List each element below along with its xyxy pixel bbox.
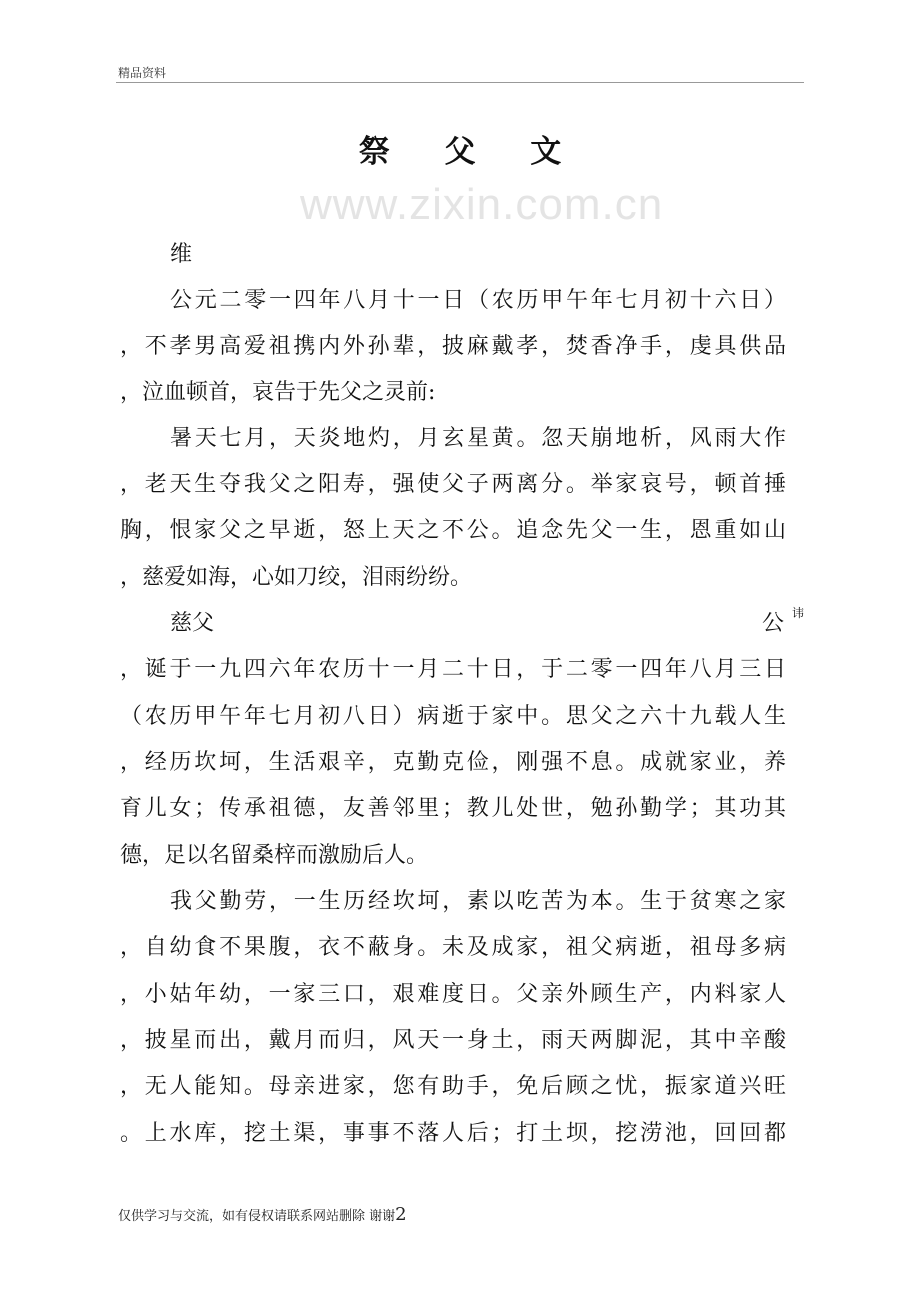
watermark: www.zixin.com.cn bbox=[300, 180, 664, 229]
header-divider bbox=[116, 82, 804, 83]
text-line: 我父勤劳，一生历经坎坷，素以吃苦为本。生于贫寒之家 bbox=[170, 889, 786, 914]
text-line: ，泣血顿首，哀告于先父之灵前: bbox=[120, 380, 436, 405]
text-line: ，诞于一九四六年农历十一月二十日，于二零一四年八月三日 bbox=[120, 657, 786, 682]
footer-text: 仅供学习与交流，如有侵权请联系网站删除 谢谢 bbox=[118, 1209, 396, 1224]
footer bbox=[118, 1204, 407, 1225]
text-line: ，披星而出，戴月而归，风天一身土，雨天两脚泥，其中辛酸 bbox=[120, 1028, 786, 1053]
document-title: 祭 父 文 bbox=[358, 134, 584, 170]
text-line: 德，足以名留桑梓而激励后人。 bbox=[120, 843, 429, 868]
text-line: 暑天七月，天炎地灼，月玄星黄。忽天崩地析，风雨大作 bbox=[170, 426, 786, 451]
text-line: 维 bbox=[170, 242, 193, 267]
text-line: ，慈爱如海，心如刀绞，泪雨纷纷。 bbox=[120, 565, 473, 590]
header-label: 精品资料 bbox=[118, 66, 167, 80]
text-line: ，小姑年幼，一家三口，艰难度日。父亲外顾生产，内料家人 bbox=[120, 982, 786, 1007]
text-line: 胸，恨家父之早逝，怒上天之不公。追念先父一生，恩重如山 bbox=[120, 518, 786, 543]
text-line: 公元二零一四年八月十一日（农历甲午年七月初十六日） bbox=[170, 288, 786, 313]
superscript-note: 讳 bbox=[792, 606, 805, 620]
text-line: 慈父 bbox=[170, 611, 215, 636]
text-line: ，不孝男高爱祖携内外孙辈，披麻戴孝，焚香净手，虔具供品 bbox=[120, 334, 786, 359]
text-line: 。上水库，挖土渠，事事不落人后；打土坝，挖涝池，回回都 bbox=[120, 1121, 786, 1146]
text-line: ，无人能知。母亲进家，您有助手，免后顾之忧，振家道兴旺 bbox=[120, 1074, 786, 1099]
text-line: 育儿女；传承祖德，友善邻里；教儿处世，勉孙勤学；其功其 bbox=[120, 796, 786, 821]
text-line: ，老天生夺我父之阳寿，强使父子两离分。举家哀号，顿首捶 bbox=[120, 472, 786, 497]
page-number: 2 bbox=[395, 1204, 407, 1225]
text-line: ，经历坎坷，生活艰辛，克勤克俭，刚强不息。成就家业，养 bbox=[120, 750, 786, 775]
text-line: ，自幼食不果腹，衣不蔽身。未及成家，祖父病逝，祖母多病 bbox=[120, 935, 786, 960]
text-line: 公 bbox=[762, 611, 785, 636]
text-line: （农历甲午年七月初八日）病逝于家中。思父之六十九载人生 bbox=[120, 704, 786, 729]
